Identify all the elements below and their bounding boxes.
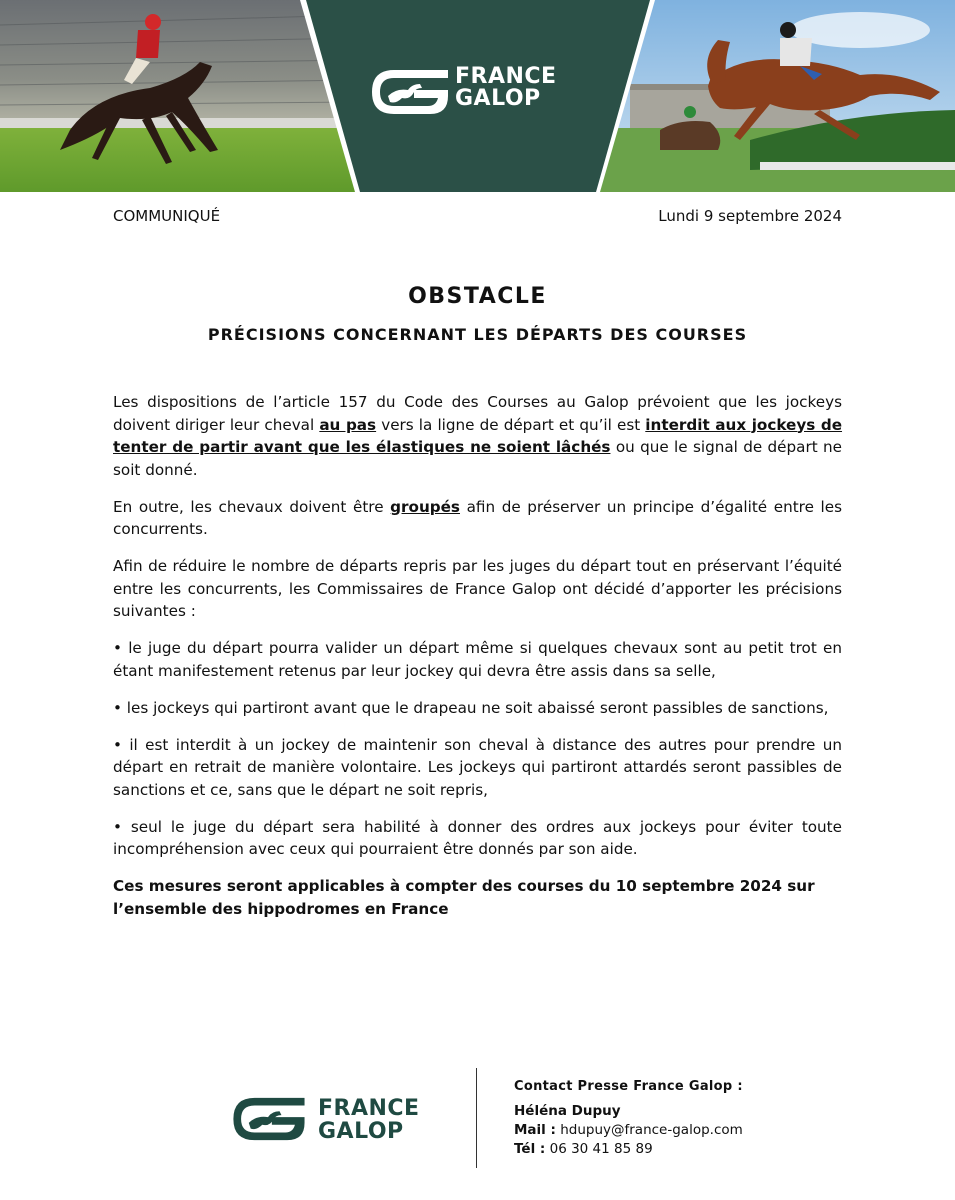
- p2-emphasis-groupes: groupés: [390, 497, 460, 516]
- footer-brand-line-1: FRANCE: [318, 1096, 420, 1121]
- tel-label: Tél :: [514, 1141, 546, 1157]
- document-date: Lundi 9 septembre 2024: [658, 207, 842, 225]
- footer-divider: [476, 1068, 477, 1168]
- brand-line-2: GALOP: [455, 86, 541, 111]
- paragraph-2: [113, 496, 842, 541]
- france-galop-footer-logo-icon: [228, 1094, 308, 1144]
- p1-text-e: ou que le signal de départ ne soit donné.: [113, 438, 842, 479]
- mail-label: Mail :: [514, 1122, 556, 1138]
- contact-tel: [514, 1140, 743, 1159]
- closing-statement: Ces mesures seront applicables à compter des courses du 10 septembre 2024 sur l’ensemble des hippodromes en France: [113, 877, 815, 918]
- document-type: COMMUNIQUÉ: [113, 207, 221, 225]
- contact-mail: [514, 1121, 743, 1140]
- mail-value[interactable]: hdupuy@france-galop.com: [555, 1122, 743, 1138]
- footer-brand-line-2: GALOP: [318, 1119, 404, 1144]
- bullet-item-2: • les jockeys qui partiront avant que le drapeau ne soit abaissé seront passibles de sanctions,: [113, 698, 829, 717]
- bullet-item-4: • seul le juge du départ sera habilité à donner des ordres aux jockeys pour éviter toute incompréhension avec ceux qui pourraient être donnés par son aide.: [113, 817, 842, 858]
- bullet-item-3: • il est interdit à un jockey de maintenir son cheval à distance des autres pour prendre un départ en retrait de manière volontaire. Les jockeys qui partiront attardés seront passibles de sanctions et ce, sans que le départ ne soit repris,: [113, 735, 842, 799]
- page-title: OBSTACLE: [408, 284, 547, 309]
- footer-wordmark: [318, 1097, 420, 1143]
- p1-text-a: Les dispositions de l’article 157 du Code des Courses au Galop prévoient que les jockeys doivent diriger leur cheval: [113, 393, 842, 434]
- contact-name: Héléna Dupuy: [514, 1103, 621, 1119]
- press-contact: [514, 1077, 743, 1159]
- paragraph-1: [113, 391, 842, 481]
- p1-emphasis-au-pas: au pas: [319, 415, 377, 434]
- brand-line-1: FRANCE: [455, 64, 557, 89]
- contact-title: Contact Presse France Galop :: [514, 1079, 743, 1094]
- header-banner: [0, 0, 955, 192]
- p1-emphasis-interdit: interdit aux jockeys de tenter de partir avant que les élastiques ne soient lâchés: [113, 415, 843, 456]
- p2-text-c: afin de préserver un principe d’égalité entre les concurrents.: [113, 497, 842, 538]
- bullet-item-1: • le juge du départ pourra valider un départ même si quelques chevaux sont au petit trot en étant manifestement retenus par leur jockey qui devra être assis dans sa selle,: [113, 639, 842, 680]
- page-subtitle: PRÉCISIONS CONCERNANT LES DÉPARTS DES COURSES: [207, 325, 748, 344]
- tel-value[interactable]: 06 30 41 85 89: [545, 1141, 653, 1157]
- p1-text-c: vers la ligne de départ et qu’il est: [376, 415, 646, 434]
- paragraph-3: Afin de réduire le nombre de départs repris par les juges du départ tout en préservant l’équité entre les concurrents, les Commissaires de France Galop ont décidé d’apporter les précisions suivantes :: [113, 557, 842, 620]
- brand-wordmark: [455, 66, 557, 110]
- p2-text-a: En outre, les chevaux doivent être: [113, 497, 391, 516]
- document-body: [113, 391, 842, 935]
